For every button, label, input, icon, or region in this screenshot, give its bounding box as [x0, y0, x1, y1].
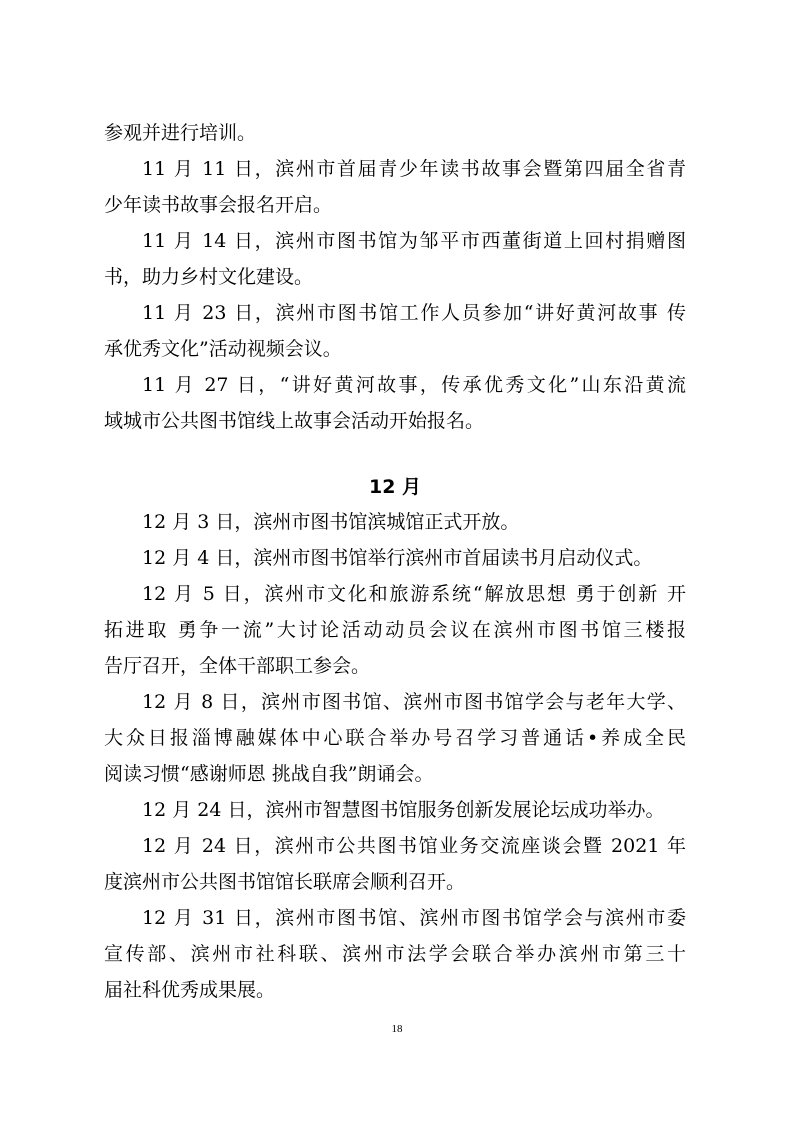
text-line: 少年读书故事会报名开启。 [104, 194, 333, 216]
text-line: 12 月 31 日，滨州市图书馆、滨州市图书馆学会与滨州市委 [142, 907, 686, 929]
text-line: 告厅召开，全体干部职工参会。 [104, 655, 371, 677]
text-line: 参观并进行培训。 [104, 122, 257, 144]
text-line: 度滨州市公共图书馆馆长联席会顺利召开。 [104, 871, 466, 893]
text-line: 11 月 27 日，“讲好黄河故事，传承优秀文化”山东沿黄流 [142, 374, 686, 396]
text-line: 12 月 5 日，滨州市文化和旅游系统“解放思想 勇于创新 开 [142, 583, 686, 605]
text-line: 书，助力乡村文化建设。 [104, 266, 314, 288]
text-line: 拓进取 勇争一流”大讨论活动动员会议在滨州市图书馆三楼报 [104, 619, 686, 641]
text-line: 11 月 23 日，滨州市图书馆工作人员参加“讲好黄河故事 传 [142, 302, 686, 324]
text-line: 12 月 4 日，滨州市图书馆举行滨州市首届读书月启动仪式。 [142, 547, 653, 569]
text-line: 11 月 14 日，滨州市图书馆为邹平市西董街道上回村捐赠图 [142, 230, 686, 252]
text-line: 12 月 3 日，滨州市图书馆滨城馆正式开放。 [142, 511, 520, 533]
text-line: 12 月 24 日，滨州市公共图书馆业务交流座谈会暨 2021 年 [142, 835, 686, 857]
text-line: 域城市公共图书馆线上故事会活动开始报名。 [104, 410, 485, 432]
text-line: 阅读习惯“感谢师恩 挑战自我”朗诵会。 [104, 763, 434, 785]
text-line: 大众日报淄博融媒体中心联合举办号召学习普通话•养成全民 [104, 727, 686, 749]
text-line: 宣传部、滨州市社科联、滨州市法学会联合举办滨州市第三十 [104, 943, 686, 965]
section-heading: 12 月 [368, 476, 422, 498]
text-line: 12 月 24 日，滨州市智慧图书馆服务创新发展论坛成功举办。 [142, 799, 665, 821]
text-line: 届社科优秀成果展。 [104, 979, 276, 1001]
page-number: 18 [391, 1023, 403, 1035]
text-line: 12 月 8 日，滨州市图书馆、滨州市图书馆学会与老年大学、 [142, 691, 686, 713]
text-line: 承优秀文化”活动视频会议。 [104, 338, 342, 360]
text-line: 11 月 11 日，滨州市首届青少年读书故事会暨第四届全省青 [142, 158, 686, 180]
